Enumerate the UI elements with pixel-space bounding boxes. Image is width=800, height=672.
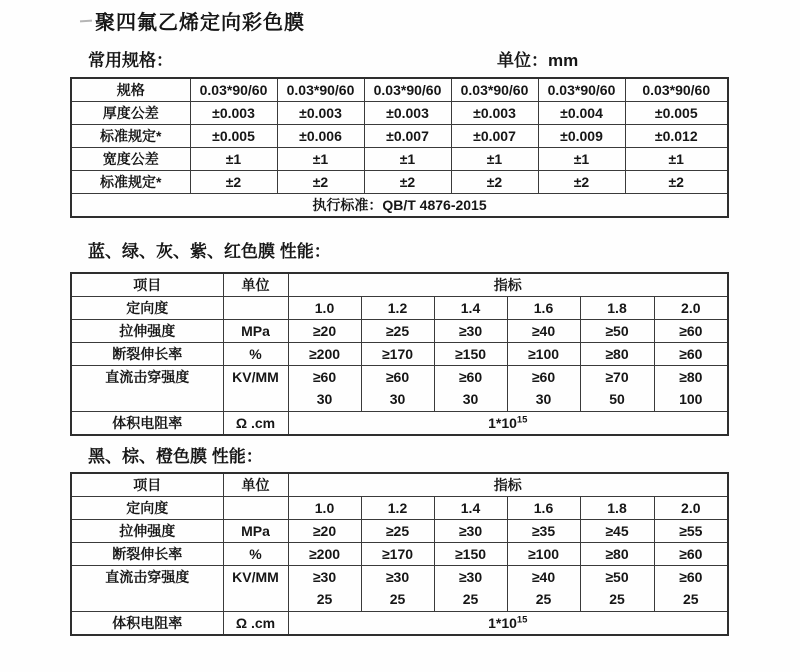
table-header-row bbox=[71, 473, 728, 497]
cell-value: ≥60 bbox=[654, 543, 728, 566]
cell-value: ≥40 bbox=[507, 320, 580, 343]
cell-value: 2.0 bbox=[654, 497, 728, 520]
cell-value: ±1 bbox=[364, 148, 451, 171]
section-title-blue-film: 蓝、绿、灰、紫、红色膜 性能： bbox=[88, 242, 331, 261]
cell-value: ≥20 bbox=[288, 520, 361, 543]
cell-value: ±0.005 bbox=[625, 102, 728, 125]
cell-value: ±2 bbox=[625, 171, 728, 194]
perf-table-blue-film bbox=[70, 272, 729, 436]
cell-value: 0.03*90/60 bbox=[364, 78, 451, 102]
cell-value: 1.2 bbox=[361, 497, 434, 520]
row-label: 规格 bbox=[71, 78, 190, 102]
common-specs-table bbox=[70, 77, 729, 218]
cell-value: 1.8 bbox=[580, 497, 654, 520]
cell-unit: % bbox=[223, 343, 288, 366]
cell-value: ≥80 100 bbox=[654, 366, 728, 412]
table-row bbox=[71, 171, 728, 194]
cell-value: 1.0 bbox=[288, 497, 361, 520]
cell-value: ≥60 30 bbox=[434, 366, 507, 412]
perf-table-black-film bbox=[70, 472, 729, 636]
table-row bbox=[71, 78, 728, 102]
table-row bbox=[71, 543, 728, 566]
cell-value: 1.8 bbox=[580, 297, 654, 320]
cell-value: ±0.007 bbox=[451, 125, 538, 148]
cell-value: ±0.012 bbox=[625, 125, 728, 148]
row-label: 断裂伸长率 bbox=[71, 543, 223, 566]
cell-value: ≥30 25 bbox=[288, 566, 361, 612]
table-row bbox=[71, 497, 728, 520]
cell-value: ≥25 bbox=[361, 520, 434, 543]
cell-value: 1.0 bbox=[288, 297, 361, 320]
cell-value: ≥30 25 bbox=[361, 566, 434, 612]
cell-value: ±0.003 bbox=[277, 102, 364, 125]
row-label: 定向度 bbox=[71, 297, 223, 320]
row-label: 标准规定* bbox=[71, 125, 190, 148]
col-header-item: 项目 bbox=[71, 273, 223, 297]
table-row bbox=[71, 566, 728, 612]
cell-value: ±1 bbox=[625, 148, 728, 171]
table-row bbox=[71, 148, 728, 171]
cell-value: ≥100 bbox=[507, 543, 580, 566]
cell-value: ±2 bbox=[364, 171, 451, 194]
col-header-unit: 单位 bbox=[223, 273, 288, 297]
cell-value: ≥35 bbox=[507, 520, 580, 543]
cell-value: ±0.003 bbox=[364, 102, 451, 125]
cell-unit: Ω .cm bbox=[223, 612, 288, 636]
cell-unit: MPa bbox=[223, 520, 288, 543]
row-label: 直流击穿强度 bbox=[71, 566, 223, 612]
page-title: 聚四氟乙烯定向彩色膜 bbox=[95, 12, 305, 34]
executive-standard: 执行标准：QB/T 4876-2015 bbox=[71, 194, 728, 218]
cell-value: ≥30 25 bbox=[434, 566, 507, 612]
row-label: 标准规定* bbox=[71, 171, 190, 194]
cell-value: ≥200 bbox=[288, 543, 361, 566]
cell-value: ±0.004 bbox=[538, 102, 625, 125]
cell-unit: % bbox=[223, 543, 288, 566]
cell-value: ≥60 30 bbox=[288, 366, 361, 412]
row-label: 宽度公差 bbox=[71, 148, 190, 171]
cell-value: ≥60 30 bbox=[361, 366, 434, 412]
row-label: 定向度 bbox=[71, 497, 223, 520]
cell-value: 0.03*90/60 bbox=[625, 78, 728, 102]
unit-label: 单位：mm bbox=[497, 51, 579, 70]
cell-value: ≥200 bbox=[288, 343, 361, 366]
cell-value: 0.03*90/60 bbox=[538, 78, 625, 102]
cell-value: ±1 bbox=[277, 148, 364, 171]
cell-value: ±2 bbox=[277, 171, 364, 194]
table-row bbox=[71, 366, 728, 412]
row-label: 厚度公差 bbox=[71, 102, 190, 125]
section-title-black-film: 黑、棕、橙色膜 性能： bbox=[88, 447, 263, 466]
cell-unit: Ω .cm bbox=[223, 412, 288, 436]
table-row bbox=[71, 320, 728, 343]
cell-value: ±0.006 bbox=[277, 125, 364, 148]
cell-value: ≥20 bbox=[288, 320, 361, 343]
table-row bbox=[71, 412, 728, 436]
row-label: 断裂伸长率 bbox=[71, 343, 223, 366]
cell-value: ≥150 bbox=[434, 543, 507, 566]
table-row bbox=[71, 125, 728, 148]
cell-unit bbox=[223, 497, 288, 520]
scan-artifact-dash bbox=[80, 20, 92, 23]
row-label: 直流击穿强度 bbox=[71, 366, 223, 412]
cell-value: ≥150 bbox=[434, 343, 507, 366]
cell-value: ≥30 bbox=[434, 320, 507, 343]
cell-value: ±1 bbox=[190, 148, 277, 171]
cell-value: 1.2 bbox=[361, 297, 434, 320]
cell-value: 0.03*90/60 bbox=[451, 78, 538, 102]
cell-value: ±1 bbox=[538, 148, 625, 171]
table-row bbox=[71, 194, 728, 218]
cell-value: ±0.005 bbox=[190, 125, 277, 148]
row-label: 体积电阻率 bbox=[71, 612, 223, 636]
cell-value: ≥170 bbox=[361, 543, 434, 566]
cell-unit: KV/MM bbox=[223, 566, 288, 612]
col-header-item: 项目 bbox=[71, 473, 223, 497]
col-header-unit: 单位 bbox=[223, 473, 288, 497]
cell-value: ≥80 bbox=[580, 343, 654, 366]
cell-value: ±0.003 bbox=[190, 102, 277, 125]
col-header-index: 指标 bbox=[288, 273, 728, 297]
cell-value: 0.03*90/60 bbox=[190, 78, 277, 102]
table-row bbox=[71, 102, 728, 125]
table-row bbox=[71, 612, 728, 636]
cell-value: ≥60 bbox=[654, 320, 728, 343]
cell-value: ≥100 bbox=[507, 343, 580, 366]
cell-value: ≥80 bbox=[580, 543, 654, 566]
cell-value: ±1 bbox=[451, 148, 538, 171]
cell-value: 1.6 bbox=[507, 497, 580, 520]
table-row bbox=[71, 520, 728, 543]
cell-value: ≥55 bbox=[654, 520, 728, 543]
cell-value: ≥30 bbox=[434, 520, 507, 543]
col-header-index: 指标 bbox=[288, 473, 728, 497]
cell-value: 1.4 bbox=[434, 297, 507, 320]
cell-value: ≥50 bbox=[580, 320, 654, 343]
cell-value: ≥45 bbox=[580, 520, 654, 543]
cell-value: ±0.003 bbox=[451, 102, 538, 125]
row-label: 拉伸强度 bbox=[71, 520, 223, 543]
cell-value: ≥40 25 bbox=[507, 566, 580, 612]
cell-unit: KV/MM bbox=[223, 366, 288, 412]
table-header-row bbox=[71, 273, 728, 297]
cell-value: 2.0 bbox=[654, 297, 728, 320]
cell-value: ≥60 30 bbox=[507, 366, 580, 412]
cell-value: ≥50 25 bbox=[580, 566, 654, 612]
cell-value: 1.4 bbox=[434, 497, 507, 520]
cell-value: ±0.009 bbox=[538, 125, 625, 148]
cell-value: $1*10^{15}$ bbox=[288, 612, 728, 636]
cell-value: ±2 bbox=[190, 171, 277, 194]
row-label: 体积电阻率 bbox=[71, 412, 223, 436]
cell-value: ≥170 bbox=[361, 343, 434, 366]
cell-value: ≥60 25 bbox=[654, 566, 728, 612]
cell-value: ±0.007 bbox=[364, 125, 451, 148]
cell-unit: MPa bbox=[223, 320, 288, 343]
cell-value: ≥25 bbox=[361, 320, 434, 343]
cell-value: $1*10^{15}$ bbox=[288, 412, 728, 436]
table-row bbox=[71, 343, 728, 366]
cell-unit bbox=[223, 297, 288, 320]
cell-value: ≥70 50 bbox=[580, 366, 654, 412]
cell-value: ≥60 bbox=[654, 343, 728, 366]
cell-value: 1.6 bbox=[507, 297, 580, 320]
common-specs-label: 常用规格： bbox=[88, 51, 173, 70]
cell-value: ±2 bbox=[538, 171, 625, 194]
cell-value: ±2 bbox=[451, 171, 538, 194]
row-label: 拉伸强度 bbox=[71, 320, 223, 343]
table-row bbox=[71, 297, 728, 320]
cell-value: 0.03*90/60 bbox=[277, 78, 364, 102]
